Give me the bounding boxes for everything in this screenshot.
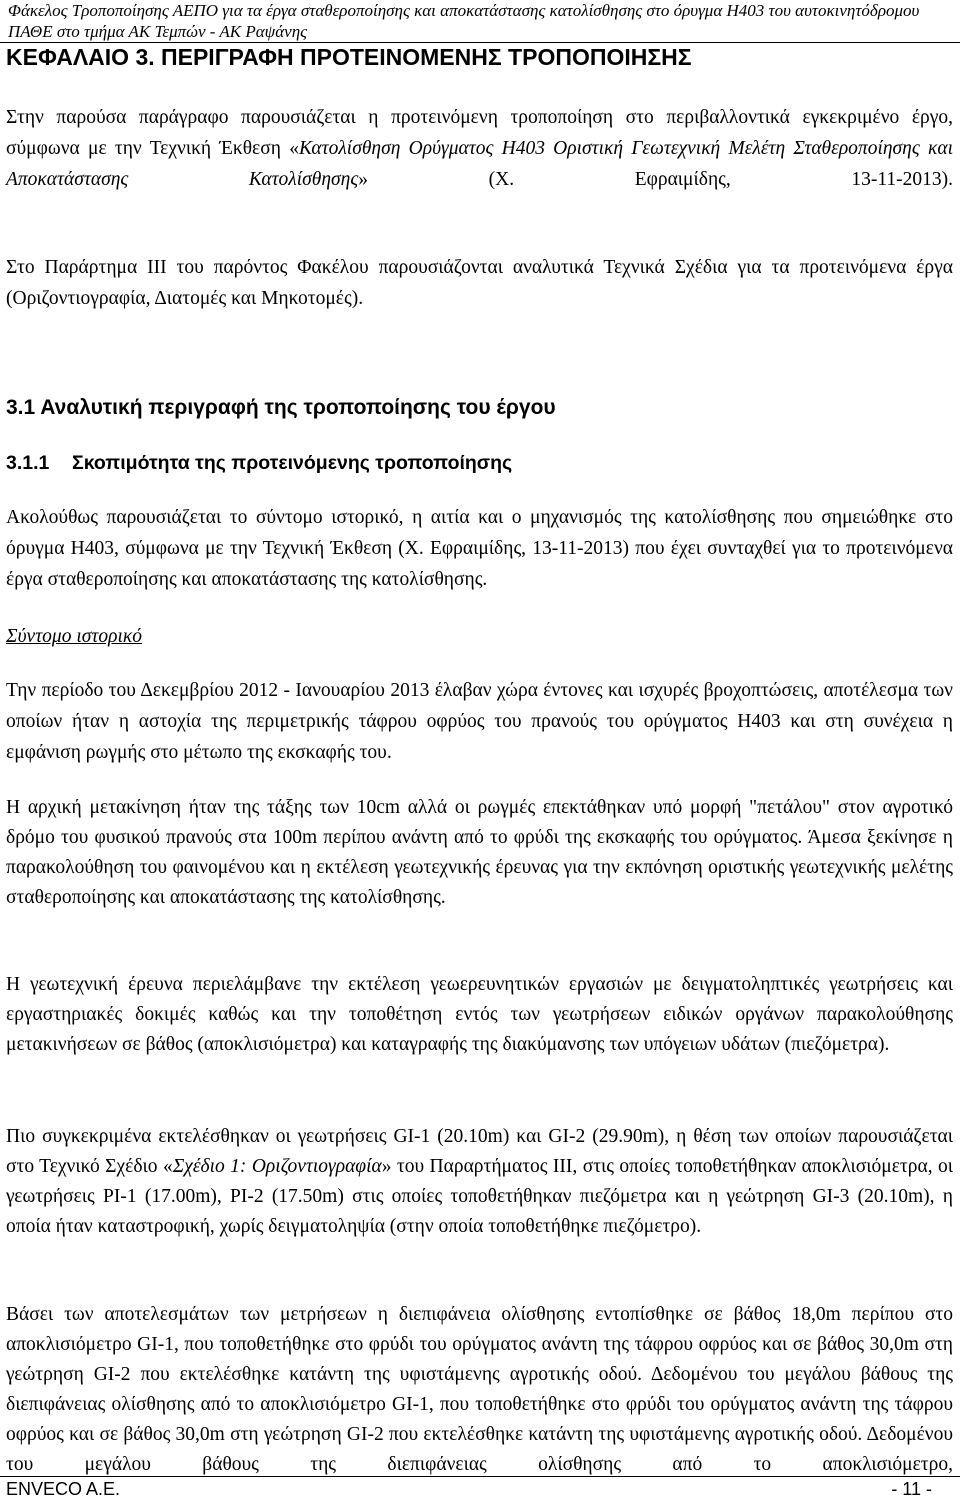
- intro-paragraph-1-text-b: » (Χ. Εφραιμίδης, 13-11-2013).: [358, 169, 953, 190]
- drawing-title-italic: Σχέδιο 1: Οριζοντιογραφία: [172, 1156, 382, 1177]
- history-heading: Σύντομο ιστορικό: [6, 626, 142, 647]
- history-paragraph-1: Την περίοδο του Δεκεμβρίου 2012 - Ιανουαρίου 2013 έλαβαν χώρα έντονες και ισχυρές βροχοπτώσεις, αποτέλεσμα των οποίων ήταν η αστοχία της περιμετρικής τάφρου οφρύος του πρανούς του ορύγματος Η403 και στη συνέχεια η εμφάνιση ρωγμής στο μέτωπο της εκσκαφής του.: [6, 680, 953, 763]
- history-paragraph-4: [6, 1122, 953, 1242]
- document-title: Φάκελος Τροποποίησης ΑΕΠΟ για τα έργα σταθεροποίησης και αποκατάστασης κατολίσθησης στο όρυγμα Η403 του αυτοκινητόδρομου ΠΑΘΕ στο τμήμα ΑΚ Τεμπών - ΑΚ Ραψάνης: [8, 1, 920, 41]
- purpose-paragraph: Ακολούθως παρουσιάζεται το σύντομο ιστορικό, η αιτία και ο μηχανισμός της κατολίσθησης που σημειώθηκε στο όρυγμα Η403, σύμφωνα με την Τεχνική Έκθεση (Χ. Εφραιμίδης, 13-11-2013) που έχει συνταχθεί για το προτεινόμενα έργα σταθεροποίησης και αποκατάστασης της κατολίσθησης.: [6, 507, 953, 590]
- report-title-italic: Κατολίσθηση Ορύγματος Η403 Οριστική Γεωτεχνική Μελέτη Σταθεροποίησης και Αποκατάστασης Κατολίσθησης: [6, 138, 953, 190]
- intro-paragraph-1: [6, 102, 953, 195]
- page-number: - 11 -: [891, 1479, 932, 1499]
- subsection-title-3-1-1: [6, 450, 512, 476]
- history-paragraph-5: Βάσει των αποτελεσμάτων των μετρήσεων η διεπιφάνεια ολίσθησης εντοπίσθηκε σε βάθος 18,0m περίπου στο αποκλισιόμετρο GI-1, που τοποθετήθηκε στο φρύδι του ορύγματος ανάντη της τάφρου οφρύος και σε βάθος 30,0m στη γεώτρηση GI-2 που εκτελέσθηκε κατάντη της υφιστάμενης αγροτικής οδού. Δεδομένου του μεγάλου βάθους της διεπιφάνειας ολίσθησης από το αποκλισιόμετρο GI-1, που τοποθετήθηκε στο φρύδι του ορύγματος ανάντη της τάφρου οφρύος και σε βάθος 30,0m στη γεώτρηση GI-2 που εκτελέσθηκε κατάντη της υφιστάμενης αγροτικής οδού. Δεδομένου του μεγάλου βάθους της διεπιφάνειας ολίσθησης από το αποκλισιόμετρο,: [6, 1304, 953, 1475]
- page-header: [8, 0, 952, 42]
- footer-divider: [0, 1476, 960, 1477]
- history-paragraph-4-text-a: Πιο συγκεκριμένα εκτελέσθηκαν οι γεωτρήσεις GI-1 (20.10m) και GI-2 (29.90m), η θέση των οποίων παρουσιάζεται στο Τεχνικό Σχέδιο «: [6, 1126, 953, 1177]
- history-paragraph-2: Η αρχική μετακίνηση ήταν της τάξης των 10cm αλλά οι ρωγμές επεκτάθηκαν υπό μορφή "πετάλου" στον αγροτικό δρόμο του φυσικού πρανούς στα 100m περίπου ανάντη από το φρύδι της εκσκαφής του ορύγματος. Άμεσα ξεκίνησε η παρακολούθηση του φαινομένου και η εκτέλεση γεωτεχνικής έρευνας για την εκπόνηση οριστικής γεωτεχνικής μελέτης σταθεροποίησης και αποκατάστασης της κατολίσθησης.: [6, 797, 953, 908]
- intro-paragraph-1-text-a: Στην παρούσα παράγραφο παρουσιάζεται η προτεινόμενη τροποποίηση στο περιβαλλοντικά εγκεκριμένο έργο, σύμφωνα με την Τεχνική Έκθεση «: [6, 107, 953, 159]
- footer-company: ENVECO A.E.: [6, 1479, 121, 1499]
- history-paragraph-4-text-b: » του Παραρτήματος ΙΙΙ, στις οποίες τοποθετήθηκαν αποκλισιόμετρα, οι γεωτρήσεις PI-1 (17.00m), PI-2 (17.50m) στις οποίες τοποθετήθηκαν πιεζόμετρα και η γεώτρηση GI-3 (20.10m), η οποία ήταν καταστροφική, χωρίς δειγματοληψία (στην οποία τοποθετήθηκε πιεζόμετρο).: [6, 1156, 953, 1237]
- chapter-title: ΚΕΦΑΛΑΙΟ 3. ΠΕΡΙΓΡΑΦΗ ΠΡΟΤΕΙΝΟΜΕΝΗΣ ΤΡΟΠΟΠΟΙΗΣΗΣ: [6, 44, 692, 70]
- intro-paragraph-2: Στο Παράρτημα ΙΙΙ του παρόντος Φακέλου παρουσιάζονται αναλυτικά Τεχνικά Σχέδια για τα προτεινόμενα έργα (Οριζοντιογραφία, Διατομές και Μηκοτομές).: [6, 257, 953, 309]
- section-title-3-1: 3.1 Αναλυτική περιγραφή της τροποποίησης του έργου: [6, 396, 556, 419]
- history-paragraph-3: Η γεωτεχνική έρευνα περιελάμβανε την εκτέλεση γεωερευνητικών εργασιών με δειγματοληπτικές γεωτρήσεις και εργαστηριακές δοκιμές καθώς και την τοποθέτηση εντός των γεωτρήσεων ειδικών οργάνων παρακολούθησης μετακινήσεων σε βάθος (αποκλισιόμετρα) και καταγραφής της διακύμανσης των υπόγειων υδάτων (πιεζόμετρα).: [6, 974, 953, 1055]
- subsection-number: 3.1.1: [6, 452, 50, 474]
- subsection-title-text: Σκοπιμότητα της προτεινόμενης τροποποίησης: [72, 452, 513, 474]
